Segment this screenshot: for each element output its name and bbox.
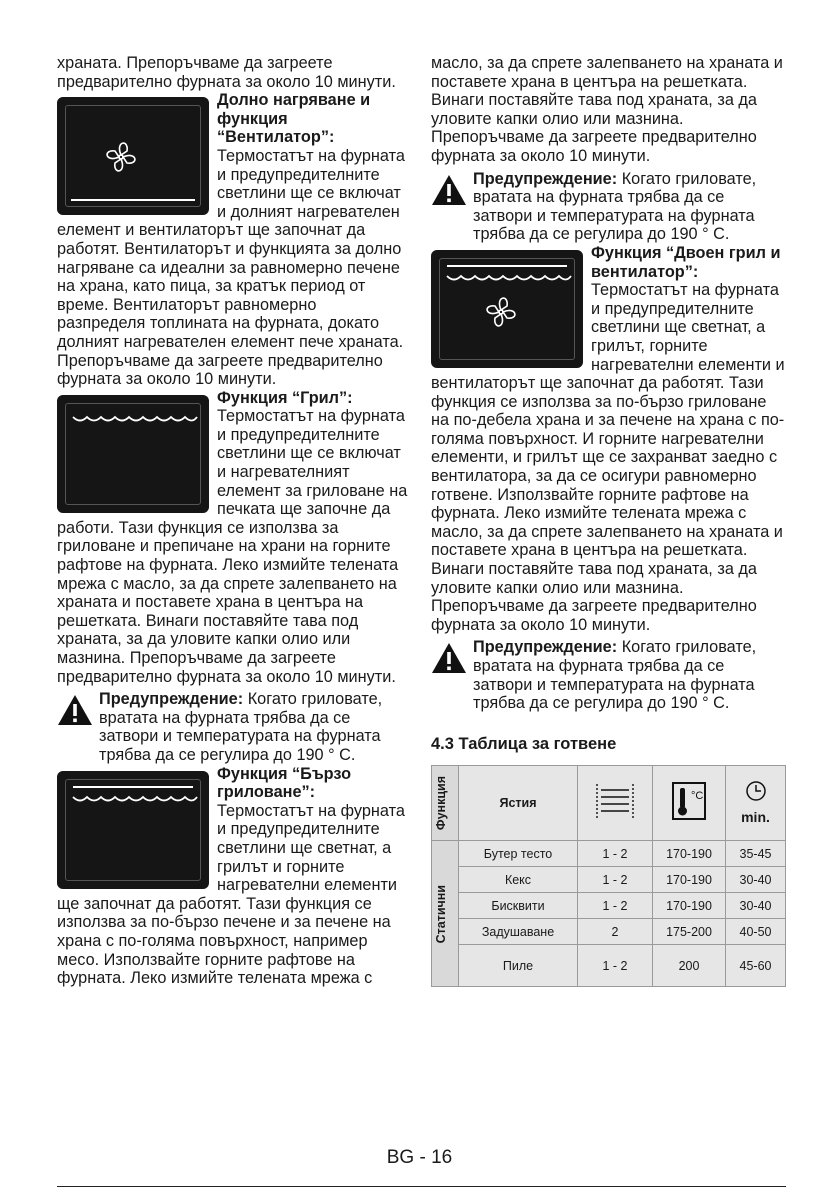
table-header-row (432, 766, 786, 841)
temp-cell: 175-200 (653, 919, 726, 945)
group-label: Статични (434, 884, 448, 944)
food-cell: Бисквити (459, 893, 578, 919)
warning-icon (431, 642, 467, 674)
warning-body: Когато гриловате, вратата на фурната трябва да се затвори и температурата на фурната трябва да се регулира до 190 ° C. (473, 169, 757, 244)
function-grill-title: Функция “Грил”: (217, 388, 353, 407)
table-row (432, 919, 786, 945)
function-bottom-fan-body: Термостатът на фурната и предупредителните светлини ще се включат и долният нагревателен елемент и вентилаторът ще започнат да работят. Вентилаторът и функцията за долно нагряване са идеални за равномерно печене на храна, като пица, за кратък период от време. Вентилаторът равномерно разпределя топлината на фурната, докато долният нагревателен елемент пече храната. Препоръчваме да загреете предварително фурната за около 10 минути. (57, 146, 405, 389)
warning-title: Предупреждение: (473, 638, 618, 657)
time-cell: 30-40 (726, 867, 786, 893)
warning-icon (57, 694, 93, 726)
warning-icon (431, 174, 467, 206)
group-cell (432, 841, 459, 987)
function-header (432, 766, 459, 841)
table-row (432, 841, 786, 867)
svg-text:°C: °C (691, 789, 704, 802)
food-cell: Бутер тесто (459, 841, 578, 867)
function-header-label: Функция (434, 776, 448, 831)
table-row (432, 945, 786, 987)
warning-title: Предупреждение: (99, 690, 244, 709)
fast-grill-icon (57, 771, 209, 889)
function-double-grill-fan-title: Функция “Двоен грил и вентилатор”: (591, 243, 781, 281)
function-double-grill-fan-body: Термостатът на фурната и предупредителните светлини ще светнат, а грилът, горните нагревателни елементи и вентилаторът ще започнат да работят. Тази функция се използва за по-бързо гриловане на по-дебела храна и за печене на храна с по-голяма повърхност. И горните нагревателни елементи, и грилът ще се захранват заедно с вентилатора, за да се осигури равномерно готвене. Използвайте горните рафтове на фурната. Леко измийте телената мрежа с масло, за да спрете залепването на храната и поставете храна в центъра на решетката. Винаги поставяйте тава под храната, за да уловите капки олио или мазнина. Препоръчваме да загреете предварително фурната за около 10 минути. (431, 281, 785, 634)
function-grill-body: Термостатът на фурната и предупредителните светлини ще се включат и нагревателният елемент за гриловане на печката ще започне да работи. Тази функция се използва за гриловане и препичане на храни на горните рафтове на фурната. Леко измийте телената мрежа с масло, за да спрете залепването на храната и поставете храна в центъра на решетката. Винаги поставяйте тава под храната, за да уловите капки олио или мазнина. Препоръчваме да загреете предварително фурната за около 10 минути. (57, 407, 408, 686)
warning-body: Когато гриловате, вратата на фурната трябва да се затвори и температурата на фурната трябва да се регулира до 190 ° C. (99, 690, 383, 764)
time-unit: min. (741, 808, 770, 825)
temp-cell: 170-190 (653, 867, 726, 893)
function-bottom-fan-title: Долно нагряване и функция “Вентилатор”: (217, 91, 371, 147)
warning-block (57, 690, 409, 764)
time-header (726, 766, 786, 841)
temp-cell: 170-190 (653, 841, 726, 867)
food-cell: Задушаване (459, 919, 578, 945)
right-column (431, 54, 786, 987)
double-grill-fan-icon (431, 250, 583, 368)
continued-text: масло, за да спрете залепването на храната и поставете храна в центъра на решетката. Винаги поставяйте тава под храната, за да уловите капки олио или мазнина. Препоръчваме да загреете предварително фурната за около 10 минути. (431, 54, 783, 165)
time-cell: 30-40 (726, 893, 786, 919)
warning-block (431, 638, 786, 712)
section-title: 4.3 Таблица за готвене (431, 734, 617, 753)
cooking-table (431, 765, 786, 987)
shelf-cell: 1 - 2 (578, 867, 653, 893)
function-fast-grill-title: Функция “Бързо гриловане”: (217, 764, 352, 802)
clock-icon (745, 780, 767, 802)
foods-header: Ястия (459, 766, 578, 841)
bottom-heat-fan-icon (57, 97, 209, 215)
temp-cell: 170-190 (653, 893, 726, 919)
shelf-cell: 1 - 2 (578, 893, 653, 919)
shelf-position-icon (578, 766, 653, 841)
warning-title: Предупреждение: (473, 169, 618, 188)
warning-body: Когато гриловате, вратата на фурната трябва да се затвори и температурата на фурната трябва да се регулира до 190 ° C. (473, 638, 757, 713)
shelf-cell: 1 - 2 (578, 945, 653, 987)
table-row (432, 893, 786, 919)
food-cell: Пиле (459, 945, 578, 987)
thermometer-icon (653, 766, 726, 841)
shelf-cell: 2 (578, 919, 653, 945)
intro-text: храната. Препоръчваме да загреете предварително фурната за около 10 минути. (57, 54, 396, 91)
time-cell: 40-50 (726, 919, 786, 945)
time-cell: 35-45 (726, 841, 786, 867)
warning-block (431, 170, 786, 244)
food-cell: Кекс (459, 867, 578, 893)
time-cell: 45-60 (726, 945, 786, 987)
left-column (57, 54, 409, 988)
grill-icon (57, 395, 209, 513)
table-row (432, 867, 786, 893)
page-number: BG - 16 (386, 1147, 453, 1168)
footer-rule (57, 1186, 786, 1187)
temp-cell: 200 (653, 945, 726, 987)
shelf-cell: 1 - 2 (578, 841, 653, 867)
function-fast-grill-body: Термостатът на фурната и предупредителните светлини ще светнат, а грилът и горните нагревателни елементи ще започнат да работят. Тази функция се използва за по-бързо печене и за печене на храна с по-голяма повърхност, например месо. Използвайте горните рафтове на фурната. Леко измийте телената мрежа с (57, 801, 405, 988)
